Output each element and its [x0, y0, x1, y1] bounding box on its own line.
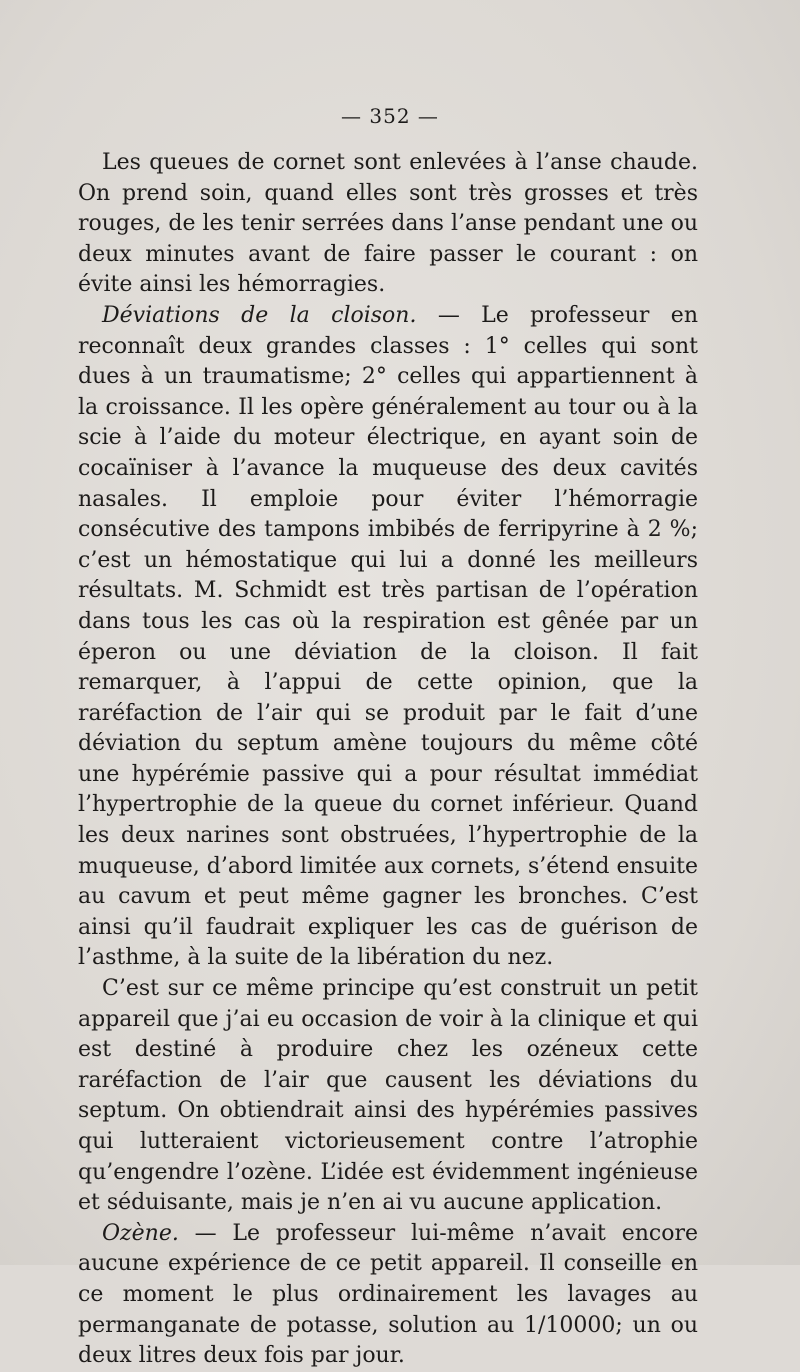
paragraph-text: — Le professeur en reconnaît deux grandes classes : 1° celles qui sont dues à un traumatisme; 2° celles qui appartiennent à la croissance. Il les opère généralement au tour ou à la scie à l’aide du moteur électrique, en ayant soin de cocaïniser à l’avance la muqueuse des deux cavités nasales. Il emploie pour éviter l’hémorragie consécutive des tampons imbibés de ferripyrine à 2 %; c’est un hémostatique qui lui a donné les meilleurs résultats. M. Schmidt est très partisan de l’opération dans tous les cas où la respiration est gênée par un éperon ou une déviation de la cloison. Il fait remarquer, à l’appui de cette opinion, que la raréfaction de l’air qui se produit par le fait d’une déviation du septum amène toujours du même côté une hypérémie passive qui a pour résultat immédiat l’hypertrophie de la queue du cornet inférieur. Quand les deux narines sont obstruées, l’hypertrophie de la muqueuse, d’abord limitée aux cornets, s’étend ensuite au cavum et peut même gagner les bronches. C’est ainsi qu’il faudrait expliquer les cas de guérison de l’asthme, à la suite de la libération du nez. [78, 302, 698, 971]
section-lead-deviations: Déviations de la cloison. [102, 302, 417, 328]
paragraph-text: C’est sur ce même principe qu’est construit un petit appareil que j’ai eu occasion de voir à la clinique et qui est destiné à produire chez les ozéneux cette raréfaction de l’air que causent les déviations du septum. On obtiendrait ainsi des hypérémies passives qui lutteraient victorieusement contre l’atrophie qu’engendre l’ozène. L’idée est évidemment ingénieuse et séduisante, mais je n’en ai vu aucune application. [78, 976, 698, 1216]
paragraph-tail-cornet [78, 148, 698, 301]
paragraph-deviations-cloison [78, 301, 698, 974]
paragraph-text: — Le professeur lui-même n’avait encore aucune expérience de ce petit appareil. Il conseille en ce moment le plus ordinairement les lavages au permanganate de potasse, solution au 1/10000; un ou deux litres deux fois par jour. [78, 1220, 698, 1369]
body-text [78, 148, 698, 1372]
paragraph-appareil [78, 974, 698, 1219]
paragraph-text: Les queues de cornet sont enlevées à l’anse chaude. On prend soin, quand elles sont très grosses et très rouges, de les tenir serrées dans l’anse pendant une ou deux minutes avant de faire passer le courant : on évite ainsi les hémorragies. [78, 150, 698, 298]
paragraph-ozene [78, 1219, 698, 1372]
section-lead-ozene: Ozène. [102, 1220, 179, 1246]
page-number: — 352 — [341, 104, 439, 128]
